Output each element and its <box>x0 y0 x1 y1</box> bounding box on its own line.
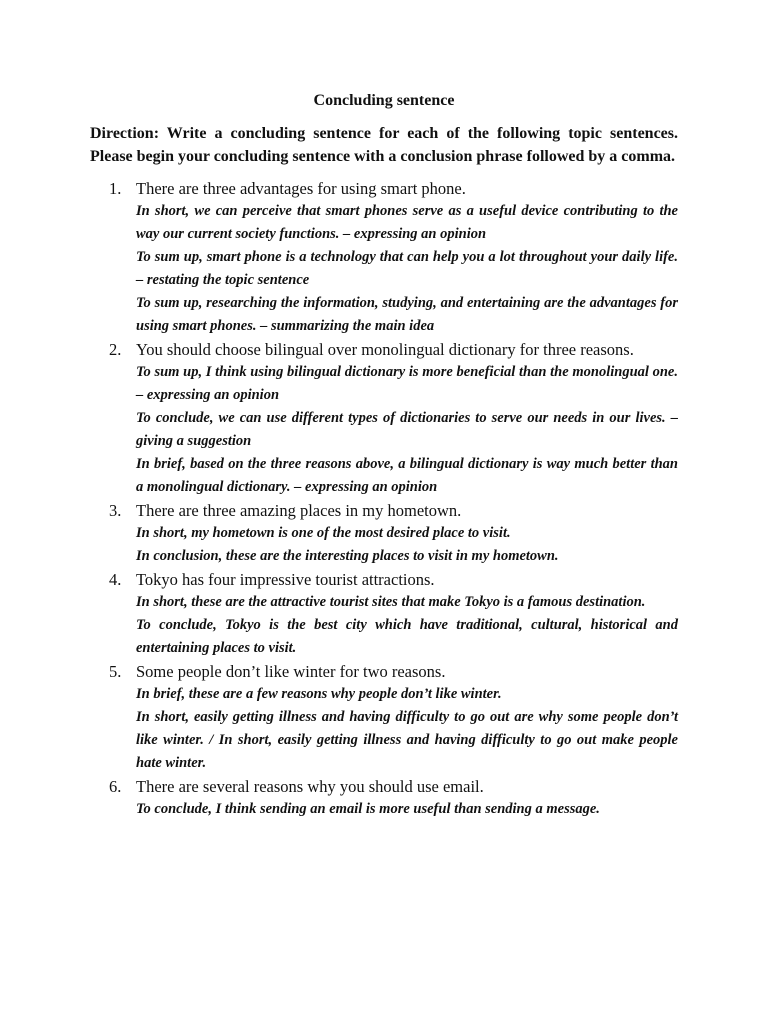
concluding-sentence: In short, easily getting illness and having difficulty to go out are why some people don’t like winter. / In short, easily getting illness and having difficulty to go out make people hate winter. <box>136 709 678 771</box>
topic-sentence: There are three amazing places in my hometown. <box>136 501 462 520</box>
item-number: 5. <box>109 662 122 681</box>
topic-sentence: There are three advantages for using smart phone. <box>136 179 466 198</box>
item-number: 1. <box>109 179 122 198</box>
concluding-sentence: In conclusion, these are the interesting places to visit in my hometown. <box>136 548 559 564</box>
concluding-sentence: To sum up, I think using bilingual dictionary is more beneficial than the monolingual one. – expressing an opinion <box>136 364 678 403</box>
list-item <box>90 177 678 338</box>
direction-text: Direction: Write a concluding sentence for each of the following topic sentences. Please begin your concluding sentence with a conclusion phrase followed by a comma. <box>90 125 678 165</box>
topic-sentence: Some people don’t like winter for two reasons. <box>136 662 446 681</box>
concluding-sentence: In short, my hometown is one of the most desired place to visit. <box>136 525 511 541</box>
list-item <box>90 499 678 568</box>
concluding-sentence: To conclude, I think sending an email is more useful than sending a message. <box>136 801 600 817</box>
list-item <box>90 568 678 660</box>
numbered-list <box>90 177 678 821</box>
list-item <box>90 660 678 775</box>
concluding-sentence: To conclude, we can use different types of dictionaries to serve our needs in our lives. – giving a suggestion <box>136 410 678 449</box>
concluding-sentence: In brief, these are a few reasons why people don’t like winter. <box>136 686 502 702</box>
concluding-sentence: To sum up, smart phone is a technology that can help you a lot throughout your daily life. – restating the topic sentence <box>136 249 678 288</box>
topic-sentence: Tokyo has four impressive tourist attractions. <box>136 570 435 589</box>
concluding-sentence: In short, we can perceive that smart phones serve as a useful device contributing to the way our current society functions. – expressing an opinion <box>136 203 678 242</box>
item-number: 2. <box>109 340 122 359</box>
list-item <box>90 338 678 499</box>
item-number: 4. <box>109 570 122 589</box>
page-title: Concluding sentence <box>313 92 455 109</box>
concluding-sentence: To sum up, researching the information, studying, and entertaining are the advantages for using smart phones. – summarizing the main idea <box>136 295 678 334</box>
topic-sentence: You should choose bilingual over monolingual dictionary for three reasons. <box>136 340 634 359</box>
concluding-sentence: In short, these are the attractive tourist sites that make Tokyo is a famous destination. <box>136 594 646 610</box>
concluding-sentence: In brief, based on the three reasons above, a bilingual dictionary is way much better than a monolingual dictionary. – expressing an opinion <box>136 456 678 495</box>
list-item <box>90 775 678 821</box>
item-number: 6. <box>109 777 122 796</box>
topic-sentence: There are several reasons why you should use email. <box>136 777 484 796</box>
item-number: 3. <box>109 501 122 520</box>
concluding-sentence: To conclude, Tokyo is the best city which have traditional, cultural, historical and entertaining places to visit. <box>136 617 678 656</box>
